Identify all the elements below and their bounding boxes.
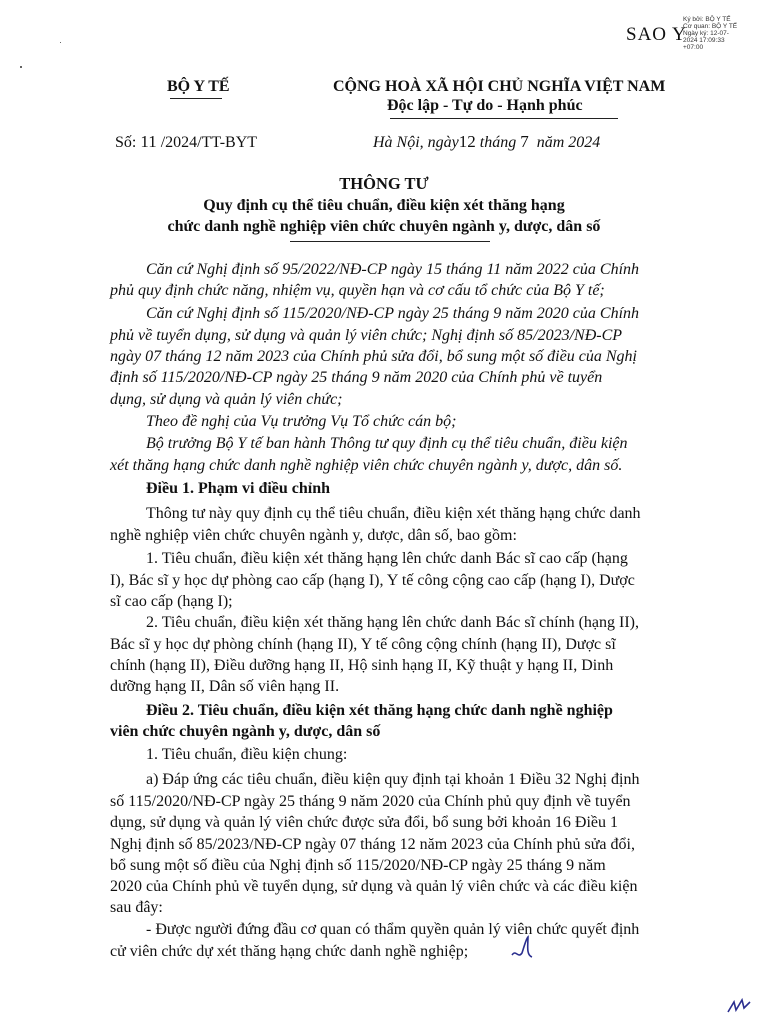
article-1-line: nghề nghiệp viên chức chuyên ngành y, dược, dân số, bao gồm:	[110, 527, 517, 544]
preamble-line: Bộ trưởng Bộ Y tế ban hành Thông tư quy định cụ thể tiêu chuẩn, điều kiện	[146, 435, 628, 452]
article-2-line: 1. Tiêu chuẩn, điều kiện chung:	[146, 746, 348, 763]
article-1-line: dưỡng hạng II, Dân số viên hạng II.	[110, 678, 340, 695]
signature-line: Ký bởi: BỘ Y TẾ	[683, 16, 731, 23]
article-2-line: cử viên chức dự xét thăng hạng chức danh nghề nghiệp;	[110, 943, 469, 960]
subject-underline	[290, 241, 490, 242]
handwritten-initial-mark	[510, 935, 536, 963]
article-2-line: sau đây:	[110, 899, 163, 916]
article-2-line: - Được người đứng đầu cơ quan có thẩm quyền quản lý viên chức quyết định	[146, 921, 640, 938]
issuing-ministry: BỘ Y TẾ	[167, 78, 230, 95]
preamble-line: Căn cứ Nghị định số 115/2020/NĐ-CP ngày 25 tháng 9 năm 2020 của Chính	[146, 305, 640, 322]
scan-speck	[60, 42, 61, 43]
article-2-heading-cont: viên chức chuyên ngành y, dược, dân số	[110, 723, 381, 740]
signature-line: Ngày ký: 12-07-	[683, 30, 729, 37]
national-motto: Độc lập - Tự do - Hạnh phúc	[387, 97, 583, 114]
signature-line: 2024 17:09:33	[683, 37, 725, 44]
scan-speck	[20, 66, 22, 68]
article-1-heading: Điều 1. Phạm vi điều chỉnh	[146, 480, 331, 497]
article-1-line: chính (hạng II), Điều dưỡng hạng II, Hộ sinh hạng II, Kỹ thuật y hạng II, Dinh	[110, 657, 614, 674]
article-2-line: a) Đáp ứng các tiêu chuẩn, điều kiện quy định tại khoản 1 Điều 32 Nghị định	[146, 771, 640, 788]
document-type: THÔNG TƯ	[339, 174, 429, 193]
subject-line-1: Quy định cụ thể tiêu chuẩn, điều kiện xét thăng hạng	[203, 197, 565, 214]
article-2-heading: Điều 2. Tiêu chuẩn, điều kiện xét thăng hạng chức danh nghề nghiệp	[146, 702, 613, 719]
month-word: tháng	[479, 134, 517, 151]
article-1-line: sĩ cao cấp (hạng I);	[110, 593, 233, 610]
national-name: CỘNG HOÀ XÃ HỘI CHỦ NGHĨA VIỆT NAM	[333, 78, 666, 95]
day: 12	[458, 132, 476, 151]
article-2-line: Nghị định số 85/2023/NĐ-CP ngày 07 tháng 12 năm 2023 của Chính phủ sửa đổi,	[110, 836, 635, 853]
article-2-line: dụng, sử dụng và quản lý viên chức được sửa đổi, bổ sung bởi khoản 16 Điều 1	[110, 814, 618, 831]
preamble-line: Theo đề nghị của Vụ trưởng Vụ Tổ chức cán bộ;	[146, 413, 457, 430]
preamble-line: dụng, sử dụng và quản lý viên chức;	[110, 391, 343, 408]
article-1-line: 1. Tiêu chuẩn, điều kiện xét thăng hạng lên chức danh Bác sĩ cao cấp (hạng	[146, 550, 628, 567]
preamble-line: ngày 07 tháng 12 năm 2023 của Chính phủ sửa đổi, bổ sung một số điều của Nghị	[110, 348, 637, 365]
doc-no-suffix: /2024/TT-BYT	[160, 134, 258, 151]
article-1-line: I), Bác sĩ y học dự phòng cao cấp (hạng I), Y tế công cộng cao cấp (hạng I), Dược	[110, 572, 635, 589]
signature-line: Cơ quan: BỘ Y TẾ	[683, 23, 738, 30]
signature-line: +07:00	[683, 44, 704, 51]
ministry-underline	[170, 98, 222, 99]
article-2-line: số 115/2020/NĐ-CP ngày 25 tháng 9 năm 2020 của Chính phủ quy định về tuyển	[110, 793, 631, 810]
place-and-date	[373, 132, 600, 152]
subject-line-2: chức danh nghề nghiệp viên chức chuyên ngành y, dược, dân số	[167, 218, 601, 235]
copy-stamp-label: SAO Y	[626, 24, 687, 45]
place: Hà Nội, ngày	[373, 134, 459, 151]
article-1-line: Thông tư này quy định cụ thể tiêu chuẩn, điều kiện xét thăng hạng chức danh	[146, 505, 641, 522]
doc-no-number: 11	[140, 132, 157, 151]
preamble-line: xét thăng hạng chức danh nghề nghiệp viên chức chuyên ngành y, dược, dân số.	[110, 457, 623, 474]
preamble-line: Căn cứ Nghị định số 95/2022/NĐ-CP ngày 15 tháng 11 năm 2022 của Chính	[146, 261, 640, 278]
doc-no-prefix: Số:	[115, 134, 137, 151]
preamble-line: định số 115/2020/NĐ-CP ngày 25 tháng 9 năm 2020 của Chính phủ về tuyển	[110, 369, 603, 386]
document-number	[115, 132, 257, 152]
digital-signature-block	[683, 16, 763, 51]
article-1-line: Bác sĩ y học dự phòng chính (hạng II), Y tế công cộng chính (hạng II), Dược sĩ	[110, 636, 616, 653]
motto-underline	[390, 118, 618, 119]
article-1-line: 2. Tiêu chuẩn, điều kiện xét thăng hạng lên chức danh Bác sĩ chính (hạng II),	[146, 614, 639, 631]
handwritten-initial-mark	[726, 996, 754, 1016]
year: năm 2024	[536, 134, 601, 151]
preamble-line: phủ quy định chức năng, nhiệm vụ, quyền hạn và cơ cấu tổ chức của Bộ Y tế;	[110, 282, 605, 299]
article-2-line: bổ sung một số điều của Nghị định số 115/2020/NĐ-CP ngày 25 tháng 9 năm	[110, 857, 606, 874]
month: 7	[520, 132, 529, 151]
preamble-line: phủ về tuyển dụng, sử dụng và quản lý viên chức; Nghị định số 85/2023/NĐ-CP	[110, 327, 623, 344]
article-2-line: 2020 của Chính phủ về tuyển dụng, sử dụng và quản lý viên chức và các điều kiện	[110, 878, 638, 895]
